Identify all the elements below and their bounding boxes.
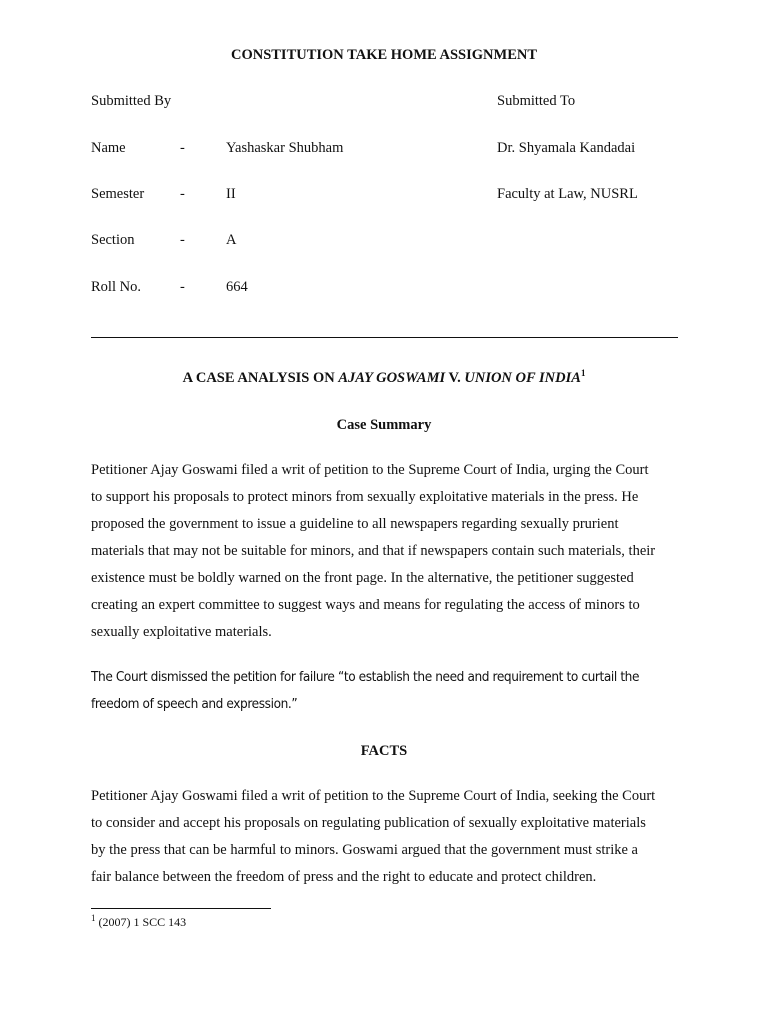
submitted-by-label: Submitted By	[91, 93, 172, 109]
field-label-section: Section	[91, 232, 135, 248]
paragraph-line: by the press that can be harmful to minors. Goswami argued that the government must strike a	[91, 842, 638, 858]
paragraph-line: sexually exploitative materials.	[91, 624, 272, 640]
submitted-to-label: Submitted To	[497, 93, 576, 109]
footnote-divider	[91, 908, 271, 909]
paragraph-line: Petitioner Ajay Goswami filed a writ of petition to the Supreme Court of India, seeking the Court	[91, 788, 656, 804]
field-separator: -	[180, 140, 185, 156]
field-value-name: Yashaskar Shubham	[226, 140, 344, 156]
paragraph-line: The Court dismissed the petition for failure “to establish the need and requirement to curtail the	[91, 669, 640, 685]
case-heading-prefix: A CASE ANALYSIS ON	[182, 370, 339, 386]
paragraph-line: freedom of speech and expression.”	[91, 696, 298, 712]
supervisor-name: Dr. Shyamala Kandadai	[497, 140, 636, 156]
field-label-semester: Semester	[91, 186, 145, 202]
field-separator: -	[180, 279, 185, 295]
paragraph-line: to support his proposals to protect minors from sexually exploitative materials in the press. He	[91, 489, 639, 505]
case-heading-versus: V.	[445, 370, 465, 386]
paragraph-line: creating an expert committee to suggest ways and means for regulating the access of minors to	[91, 597, 640, 613]
field-value-roll: 664	[226, 279, 248, 295]
paragraph-line: to consider and accept his proposals on regulating publication of sexually exploitative materials	[91, 815, 646, 831]
footnote-mark: 1	[91, 913, 96, 923]
field-label-roll: Roll No.	[91, 279, 141, 295]
supervisor-affiliation: Faculty at Law, NUSRL	[497, 186, 638, 202]
paragraph-line: existence must be boldly warned on the front page. In the alternative, the petitioner suggested	[91, 570, 634, 586]
field-separator: -	[180, 232, 185, 248]
paragraph-line: proposed the government to issue a guideline to all newspapers regarding sexually prurient	[91, 516, 619, 532]
facts-heading: FACTS	[360, 743, 408, 759]
document-title: CONSTITUTION TAKE HOME ASSIGNMENT	[230, 47, 538, 63]
dismissal-paragraph	[91, 664, 691, 718]
case-party-respondent: UNION OF INDIA	[464, 370, 581, 386]
paragraph-line: fair balance between the freedom of press and the right to educate and protect children.	[91, 869, 597, 885]
case-heading	[0, 370, 768, 387]
paragraph-line: materials that may not be suitable for minors, and that if newspapers contain such materials, their	[91, 543, 656, 559]
summary-paragraph	[91, 457, 691, 646]
field-value-semester: II	[226, 186, 236, 202]
footnote	[91, 915, 186, 930]
footnote-text: (2007) 1 SCC 143	[95, 915, 187, 929]
footnote-reference: 1	[580, 368, 586, 379]
facts-paragraph	[91, 783, 691, 891]
case-summary-heading: Case Summary	[336, 417, 432, 433]
field-value-section: A	[226, 232, 237, 248]
field-separator: -	[180, 186, 185, 202]
paragraph-line: Petitioner Ajay Goswami filed a writ of petition to the Supreme Court of India, urging the Court	[91, 462, 649, 478]
field-label-name: Name	[91, 140, 126, 156]
horizontal-divider	[91, 337, 678, 338]
case-party-petitioner: AJAY GOSWAMI	[338, 370, 446, 386]
